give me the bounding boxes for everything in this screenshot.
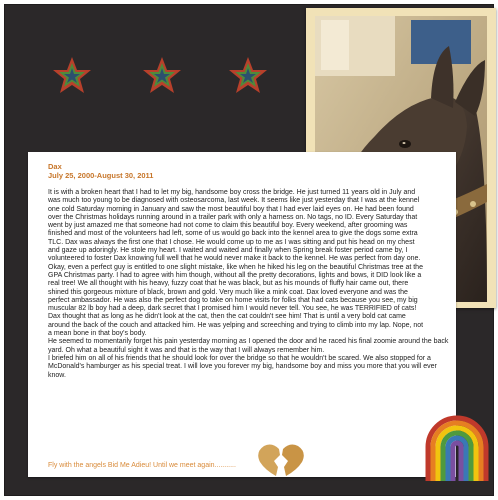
signoff-text: Fly with the angels Bid Me Adieu! Until we meet again........... [48,462,236,469]
dates-subtitle: July 25, 2000-August 30, 2011 [48,171,154,180]
rainbow-icon [424,411,490,483]
journal-paragraph: I briefed him on all of his friends that he should look for over the bridge so that he wouldn't be scared. We also stopped for a McDonald's hamburger as his special treat. I will love you forever my big, handsome boy and miss you more that you will ever know. [48,354,437,379]
journal-text [48,189,449,380]
star-icon [228,56,268,96]
journal-paragraph: It is with a broken heart that I had to let my big, handsome boy cross the bridge. He just turned 11 years old in July and was much too young to be diagnosed with osteosarcoma, last week. It seems like just yesterday that I was at the kennel one cold Saturday morning in January and saw the most beautiful boy that I had ever laid eyes on. He had been found over the Christmas holidays running around in a trailer park with only a harness on. No tags, no ID. Every Saturday that went by just amazed me that someone had not come to claim this beautiful boy. Every weekend, after grooming was finished and most of the volunteers had left, some of us would go back into the kennel area to give the dogs some extra TLC. Dax was always the first one that I chose. He would come up to me as I was sitting and put his head on my chest and gaze up adoringly. He stole my heart. I waited and waited and finally when Spring break foster period came by, I volunteered to foster Dax knowing full well that he would never make it back to the kennel. He was perfect from day one. Okay, even a perfect guy is entitled to one slight mistake, like when he hiked his leg on the beautiful Christmas tree at the GPA Christmas party. I had to agree with him though, without all the pretty decorations, lights and bows, it DID look like a real tree! We all thought with his heavy, fuzzy coat that he was black, but as his mounds of fluffy hair came out, there shined this gorgeous mixture of black, brown and gold. Very much like a mink coat. Dax loved everyone and was the perfect ambassador. He was also the perfect dog to take on home visits for folks that had cats because you see, my big muscular 82 lb boy had a deep, dark secret that I promised him I would never tell. You see, he was TERRIFIED of cats! Dax thought that as long as he didn't look at the cat, then the cat couldn't see him! That is until a very bold cat came around the back of the couch and attacked him. He was yelping and screeching and trying to climb into my lap. Nope, not a mean bone in that boy's body. [48,189,424,338]
journal-paragraph: He seemed to momentarily forget his pain yesterday morning as I opened the door and he raced his final zoomie around the back yard. Oh what a beautiful sight it was and that is the way that I will always remember him. [48,338,449,354]
broken-heart-icon [256,443,306,477]
dog-name-title: Dax [48,162,62,171]
star-icon [52,56,92,96]
star-icon [142,56,182,96]
